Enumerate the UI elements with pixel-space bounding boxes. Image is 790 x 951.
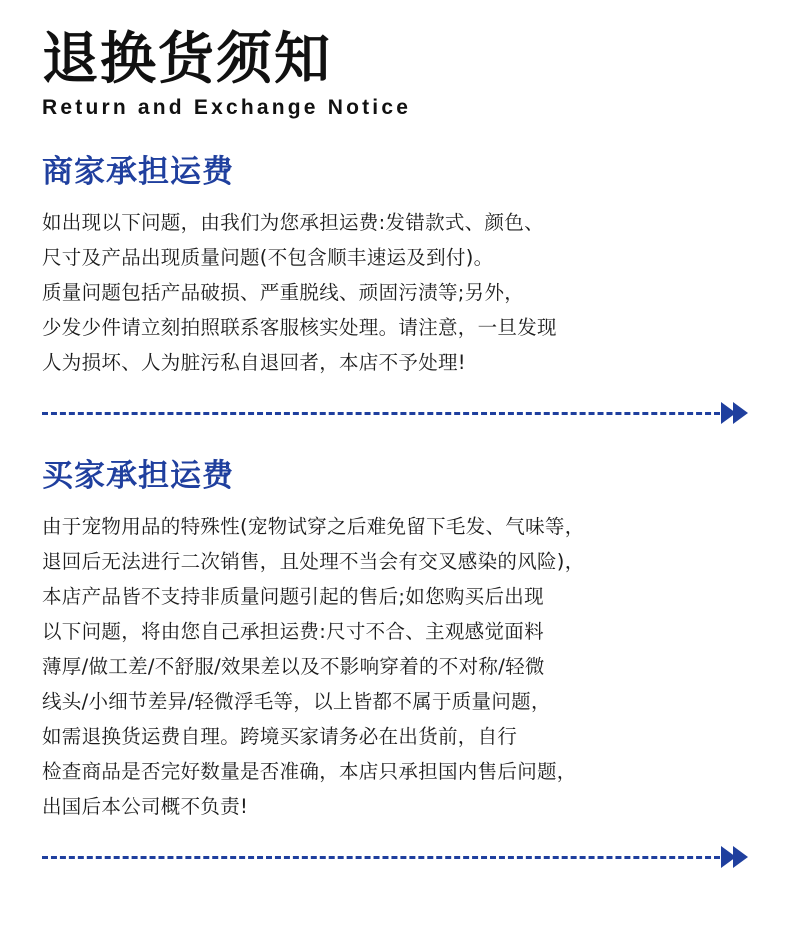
paragraph-line: 以下问题，将由您自己承担运费:尺寸不合、主观感觉面料 (42, 620, 544, 644)
dashed-line (42, 412, 720, 415)
paragraph-line: 退回后无法进行二次销售，且处理不当会有交叉感染的风险)， (42, 550, 585, 574)
section-body-buyer (42, 509, 748, 824)
paragraph-line: 人为损坏、人为脏污私自退回者，本店不予处理! (42, 351, 466, 375)
section-buyer-pays-shipping (42, 450, 748, 824)
dashed-line (42, 856, 720, 859)
paragraph-line: 如需退换货运费自理。跨境买家请务必在出货前，自行 (42, 725, 518, 749)
paragraph-line: 少发少件请立刻拍照联系客服核实处理。请注意，一旦发现 (42, 316, 557, 340)
section-heading-merchant: 商家承担运费 (42, 154, 234, 191)
page-title-english: Return and Exchange Notice (42, 96, 412, 120)
arrow-right-icon (733, 402, 748, 424)
paragraph-line: 质量问题包括产品破损、严重脱线、顽固污渍等;另外， (42, 281, 525, 305)
section-body-merchant (42, 205, 748, 380)
double-arrow-icon (724, 846, 748, 868)
paragraph-line: 由于宠物用品的特殊性(宠物试穿之后难免留下毛发、气味等， (42, 515, 585, 539)
paragraph-line: 检查商品是否完好数量是否准确，本店只承担国内售后问题， (42, 760, 577, 784)
section-divider-2 (42, 846, 748, 868)
paragraph-line: 本店产品皆不支持非质量问题引起的售后;如您购买后出现 (42, 585, 544, 609)
paragraph-line: 出国后本公司概不负责! (42, 795, 249, 819)
arrow-right-icon (733, 846, 748, 868)
double-arrow-icon (724, 402, 748, 424)
paragraph-line: 薄厚/做工差/不舒服/效果差以及不影响穿着的不对称/轻微 (42, 655, 545, 679)
section-heading-buyer: 买家承担运费 (42, 458, 234, 495)
paragraph-line: 线头/小细节差异/轻微浮毛等，以上皆都不属于质量问题， (42, 690, 551, 714)
section-divider-1 (42, 402, 748, 424)
section-merchant-pays-shipping (42, 146, 748, 380)
paragraph-line: 如出现以下问题，由我们为您承担运费:发错款式、颜色、 (42, 211, 544, 235)
paragraph-line: 尺寸及产品出现质量问题(不包含顺丰速运及到付)。 (42, 246, 494, 270)
page-title-chinese: 退换货须知 (42, 27, 332, 92)
